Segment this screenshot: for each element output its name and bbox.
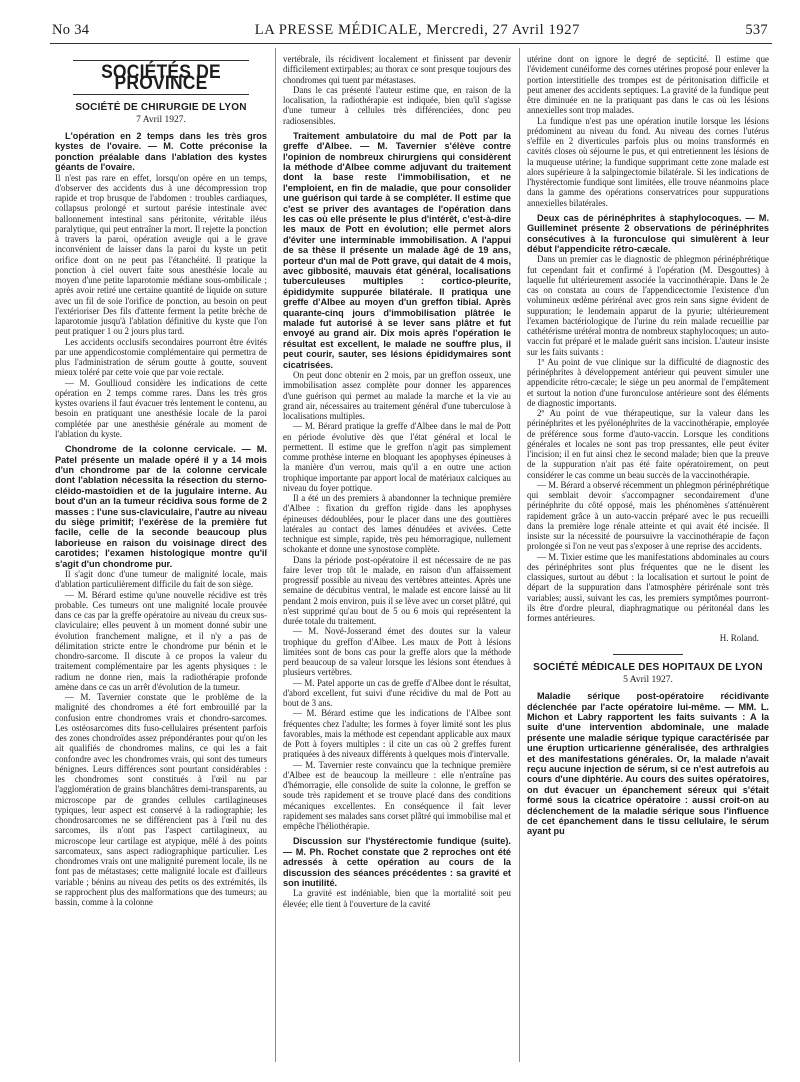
issue-number: No 34: [52, 22, 90, 38]
article-heading: L'opération en 2 temps dans les très gros kystes de l'ovaire. — M. Cotte préconise la ponction préalable dans l'ablation des kystes géants de l'ovaire.: [55, 131, 267, 173]
column-divider: [275, 48, 276, 1062]
column-1: [55, 54, 267, 907]
paragraph: — M. Nové-Josserand émet des doutes sur la valeur trophique du greffon d'Albee. Les maux de Pott à lésions limitées sont de bons cas pour la greffe alors que la méthode perd beaucoup de sa valeur lorsque les lésions sont étendues à plusieurs vertèbres.: [283, 626, 511, 678]
journal-title: LA PRESSE MÉDICALE, Mercredi, 27 Avril 1927: [254, 22, 580, 38]
paragraph: Il n'est pas rare en effet, lorsqu'on opère en un temps, d'observer des accidents dus à une décompression trop rapide et trop brusque de l'abdomen : troubles cardiaques, collapsus prolongé et surtout parésie intestinale avec ballonnement intestinal sans péritonite, véritable iléus paralytique, qui peut entraîner la mort. Il rejette la ponction à travers la paroi, opération aveugle qui a le grave inconvénient de laisser dans la paroi du kyste un petit orifice dont on ne peut pas l'étanchéité. Il pratique la ponction à ciel ouvert faite sous anesthésie locale au moyen d'une petite laparotomie médiane sous-ombilicale ; après avoir retiré une certaine quantité de liquide on suture avec un fil de soie l'orifice de ponction, au besoin on peut l'extérioriser Des fils d'attente ferment la petite brèche de laparotomie jusqu'à l'ablation définitive du kyste que l'on peut pratiquer 1 ou 2 jours plus tard.: [55, 172, 267, 337]
article-heading: Discussion sur l'hystérectomie fundique (suite). — M. Ph. Rochet constate que 2 reproches ont été adressés à cette opération au cours de la discussion des séances précédentes : sa gravité et son inutilité.: [283, 836, 511, 888]
paragraph: La fundique n'est pas une opération inutile lorsque les lésions prédominent au niveau du fond. Au niveau des cornes l'utérus s'effile en 2 diverticules parfois plus ou moins transformés en cavités closes où séjourne le pus, et qui entretiennent les lésions de la muqueuse utérine; la fundique supprimant cette zone malade est alors supérieure à la salpingectomie bilatérale. Si les indications de l'hystérectomie fundique sont limitées, elle trouve néanmoins place dans la gamme des opérations conservatrices pour suppurations annexielles bilatérales.: [527, 115, 769, 208]
header-rule: [50, 43, 772, 44]
paragraph: Les accidents occlusifs secondaires pourront être évités par une appendicostomie complémentaire qui permettra de plus l'administration de sérum goutte à goutte, souvent mieux toléré par cette voie que par voie rectale.: [55, 336, 267, 378]
paragraph: Dans le cas présenté l'auteur estime que, en raison de la localisation, la radiothérapie est indiquée, bien qu'il s'agisse d'une tumeur à cellules très différenciées, donc peu radiosensibles.: [283, 84, 511, 126]
paragraph: — M. Goullioud considère les indications de cette opération en 2 temps comme rares. Dans les très gros kystes ovariens il faut évacuer très lentement le contenu, au besoin en pratiquant une anesthésie locale de la paroi complétée par une anesthésie générale au moment de l'ablation du kyste.: [55, 377, 267, 439]
paragraph: Dans la période post-opératoire il est nécessaire de ne pas faire lever trop tôt le malade, en raison d'un affaissement progressif possible au niveau des vertèbres atteintes. Après une semaine de décubitus ventral, le malade est encore laissé au lit pendant 2 mois environ, puis il se lève avec un corset plâtré, qui n'est supprimé qu'au bout de 5 ou 6 mois qui représentent la durée totale du traitement.: [283, 554, 511, 627]
society-name: SOCIÉTÉ DE CHIRURGIE DE LYON: [75, 101, 247, 113]
paragraph: Il a été un des premiers à abandonner la technique première d'Albee : fixation du greffon rigide dans les apophyses épineuses dédoublées, pour le placer dans une des gouttières latérales au contact des lames dénudées et avivées. Cette technique est simple, rapide, très peu hémorragique, nullement schokante et donne une synostose complète.: [283, 493, 511, 555]
paragraph: vertébrale, ils récidivent localement et finissent par devenir difficilement extirpables; au thorax ce sont presque toujours des chondromes qui tuent par métastases.: [283, 54, 511, 85]
society-name: SOCIÉTÉ MÉDICALE DES HOPITAUX DE LYON: [533, 661, 763, 673]
author-signature: H. Roland.: [719, 633, 759, 644]
page-number: 537: [745, 22, 768, 38]
paragraph: utérine dont on ignore le degré de septicité. Il estime que l'évidement cunéiforme des cornes utérines proposé pour enlever la portion interstitielle des trompes est de péritonisation difficile et peut amener des accidents septiques. La gravité de la fundique peut être diminuée en ne la pratiquant pas dans le cas où les lésions annexielles sont trop malades.: [527, 54, 769, 116]
paragraph: — M. Bérard pratique la greffe d'Albee dans le mal de Pott en période évolutive dès que l'état général et local le permettent. Il estime que le greffon n'agit pas simplement comme prothèse interne en bloquant les apophyses épineuses à la manière d'un verrou, mais qu'il a en outre une action trophique importante par apport local de matériaux calciques au niveau du foyer pottique.: [283, 421, 511, 493]
article-heading: Traitement ambulatoire du mal de Pott par la greffe d'Albee. — M. Tavernier s'élève contre l'opinion de nombreux chirurgiens qui considèrent la méthode d'Albee comme adjuvant du traitement dont la base reste l'immobilisation, et ne l'emploient, en fin de maladie, que pour consolider une guérison qui tarde à se compléter. Il estime que c'est se priver des avantages de l'opération dans les cas où elle présente le plus d'intérêt, c'est-à-dire les maux de Pott en évolution; elle permet alors d'éviter une interminable immobilisation. A l'appui de sa thèse il présente un malade âgé de 19 ans, porteur d'un mal de Pott grave, qui datait de 4 mois, avec gibbosité, mauvais état général, localisations tuberculeuses multiples : cortico-pleurite, épididymite suppurée bilatérale. Il pratiqua une greffe d'Albee au moyen d'un greffon tibial. Après quarante-cinq jours d'immobilisation plâtrée le malade fut autorisé à se lever sans plâtre et fut envoyé au grand air. Dix mois après l'opération le résultat est excellent, le malade ne souffre plus, il peut courir, sauter, ses lésions épididymaires sont cicatrisées.: [283, 130, 511, 370]
paragraph: — M. Tavernier constate que le problème de la malignité des chondromes a été fort embrouillé par la confusion entre chondromes vrais et chondro-sarcomes. Les ostéosarcomes dits fuso-cellulaires présentent parfois des zones chondroïdes assez prépondérantes pour qu'on les ait qualifiés de chondromes malins, ce qui les a fait confondre avec les chondromes vrais, qui sont des tumeurs bénignes. Leurs différences sont pourtant considérables : les chondromes sont constitués à l'œil nu par l'agglomération de grains blanchâtres demi-transparents, au microscope par de grandes cellules cartilagineuses typiques, leur aspect est conservé à la radiographie; les chondrosarcomes ne se différencient pas à l'œil nu des sarcomes, ils n'ont pas l'aspect cartilagineux, au microscope leur cartilage est atypique, mêlé à des points sarcomateux, sans aspect radiographique particulier. Les chondromes vrais ont une malignité purement locale, ils ne font pas de métastases; cette malignité locale est d'ailleurs variable ; bénins au niveau des petits os des extrémités, ils se rapprochent plus des malformations que des tumeurs; au bassin, comme à la colonne: [55, 692, 267, 907]
column-3: [527, 54, 769, 837]
paragraph: 1º Au point de vue clinique sur la difficulté de diagnostic des périnéphrites à développement antérieur qui peuvent simuler une appendicite rétro-cæcale; le siège un peu anormal de l'empâtement et surtout la notion d'une furonculose antérieure sont des éléments de diagnostic importants.: [527, 356, 769, 408]
paragraph: — M. Bérard estime qu'une nouvelle récidive est très probable. Ces tumeurs ont une malignité locale prouvée dans ce cas par la greffe opératoire au niveau du creux sus-claviculaire; elles peuvent à un moment donné subir une évolution franchement maligne, et il n'y a pas de délimitation stricte entre le chondrome pur bénin et le chondro-sarcome. Il discute à ce propos la valeur du traitement complémentaire par les agents physiques : le radium ne donne rien, mais la radiothérapie profonde amène dans ce cas un arrêt d'évolution de la tumeur.: [55, 589, 267, 692]
paragraph: On peut donc obtenir en 2 mois, par un greffon osseux, une immobilisation assez complète pour donner les apparences d'une guérison qui permet au malade la marche et la vie au grand air, nécessaires au traitement général d'une tuberculose à localisations multiples.: [283, 370, 511, 422]
paragraph: — M. Bérard a observé récemment un phlegmon périnéphrétique qui semblait devoir s'accompagner secondairement d'une périnéphrite du côté opposé, mais les phénomènes s'atténuèrent rapidement grâce à un auto-vaccin préparé avec le pus recueilli dans la première loge rénale atteinte et qui avait été incisée. Il insiste sur la nécessité de poursuivre la vaccinothérapie de façon prolongée si l'on ne veut pas s'exposer à une reprise des accidents.: [527, 479, 769, 552]
column-divider: [519, 48, 520, 1062]
paragraph: Il s'agit donc d'une tumeur de malignité locale, mais d'ablation particulièrement difficile du fait de son siège.: [55, 569, 267, 590]
article-heading: Chondrome de la colonne cervicale. — M. Patel présente un malade opéré il y a 14 mois d'un chondrome par de la colonne cervicale dont l'ablation nécessita la résection du sterno-cléido-mastoïdien et de la jugulaire interne. Au bout d'un an la tumeur récidiva sous forme de 2 masses : l'une sus-claviculaire, l'autre au niveau du siège primitif; l'exérèse de la première fut facile, celle de la seconde beaucoup plus laborieuse en raison du voisinage direct des carotides; l'examen histologique montre qu'il s'agit d'un chondrome pur.: [55, 444, 267, 569]
article-heading: Deux cas de périnéphrites à staphylocoques. — M. Guilleminet présente 2 observations de périnéphrites consécutives à la furonculose qui simulèrent à leur début l'appendicite rétro-cæcale.: [527, 212, 769, 254]
title-rule: [73, 94, 249, 95]
section-separator: [613, 654, 683, 655]
paragraph: — M. Patel apporte un cas de greffe d'Albee dont le résultat, d'abord excellent, fut suivi d'une récidive du mal de Pott au bout de 3 ans.: [283, 677, 511, 709]
paragraph: — M. Tavernier reste convaincu que la technique première d'Albee est de beaucoup la meilleure : elle n'entraîne pas d'hémorragie, elle consolide de suite la colonne, le greffon se soude très rapidement et se trouve placé dans des conditions mécaniques excellentes. En conséquence il fait lever rapidement ses malades sans corset plâtré qui immobilise mal et empêche l'héliothérapie.: [283, 759, 511, 832]
column-2: [283, 54, 511, 909]
running-header: [52, 22, 768, 40]
session-date: 7 Avril 1927.: [136, 114, 186, 125]
paragraph: — M. Bérard estime que les indications de l'Albee sont fréquentes chez l'adulte; les formes à foyer limité sont les plus favorables, mais la méthode est cependant applicable aux maux de Pott à foyers multiples : il cite un cas où 2 greffes furent pratiquées à des niveaux différents à quelques mois d'intervalle.: [283, 708, 511, 760]
section-title: SOCIÉTÉS DE PROVINCE: [101, 60, 221, 94]
paragraph: La gravité est indéniable, bien que la mortalité soit peu élevée; elle tient à l'ouverture de la cavité: [283, 888, 511, 909]
session-date: 5 Avril 1927.: [623, 674, 673, 685]
paragraph: — M. Tixier estime que les manifestations abdominales au cours des périnéphrites sont plus fréquentes que ne le disent les classiques, surtout au début : la localisation et surtout le point de départ de la suppuration dans l'atmosphère périrénale sont très variables; aussi, suivant les cas, les premiers symptômes pourront-ils être d'ordre pleural, diaphragmatique ou péritonéal dans les formes antérieures.: [527, 551, 769, 624]
article-heading: Maladie sérique post-opératoire récidivante déclenchée par l'acte opératoire lui-même. — MM. L. Michon et Labry rapportent les faits suivants : A la suite d'une intervention abdominale, une malade présente une maladie sérique typique caractérisée par une éruption urticarienne généralisée, des arthralgies et des manifestations générales. Or, la malade n'avait reçu aucune injection de sérum, si ce n'est autrefois au cours d'une diphtérie. Au cours des suites opératoires, on dut évacuer un épanchement séreux qui s'était formé sous la cicatrice opératoire : aussi croit-on au déclenchement de la maladie sérique sous l'influence de cet épanchement dans le tissu cellulaire, le sérum ayant pu: [527, 691, 769, 837]
paragraph: Dans un premier cas le diagnostic de phlegmon périnéphrétique fut cependant fait et confirmé à l'opération (M. Desgouttes) à laquelle fut ultérieurement associée la vaccinothérapie. Dans le 2e cas on constata au cours de l'appendicectomie l'existence d'un volumineux œdème périrénal avec gros rein sans signe évident de suppuration; le lendemain apparut de la pyurie; ultérieurement l'examen bactériologique de l'urine du rein malade recueillie par cathétérisme urétéral montra de nombreux staphylocoques; un auto-vaccin fut préparé et le malade guérit sans incision. L'auteur insiste sur les faits suivants :: [527, 254, 769, 357]
paragraph: 2º Au point de vue thérapeutique, sur la valeur dans les périnéphrites et les pyélonéphrites de la vaccinothérapie, employée de préférence sous forme d'auto-vaccin. Lorsque les conditions générales et locales ne sont pas trop pressantes, elle peut éviter l'incision; il en fut ainsi chez le second malade; bien que la preuve de la suppuration n'ait pas été faite opératoirement, on peut considérer le cas comme un beau succès de la vaccinothérapie.: [527, 408, 769, 480]
